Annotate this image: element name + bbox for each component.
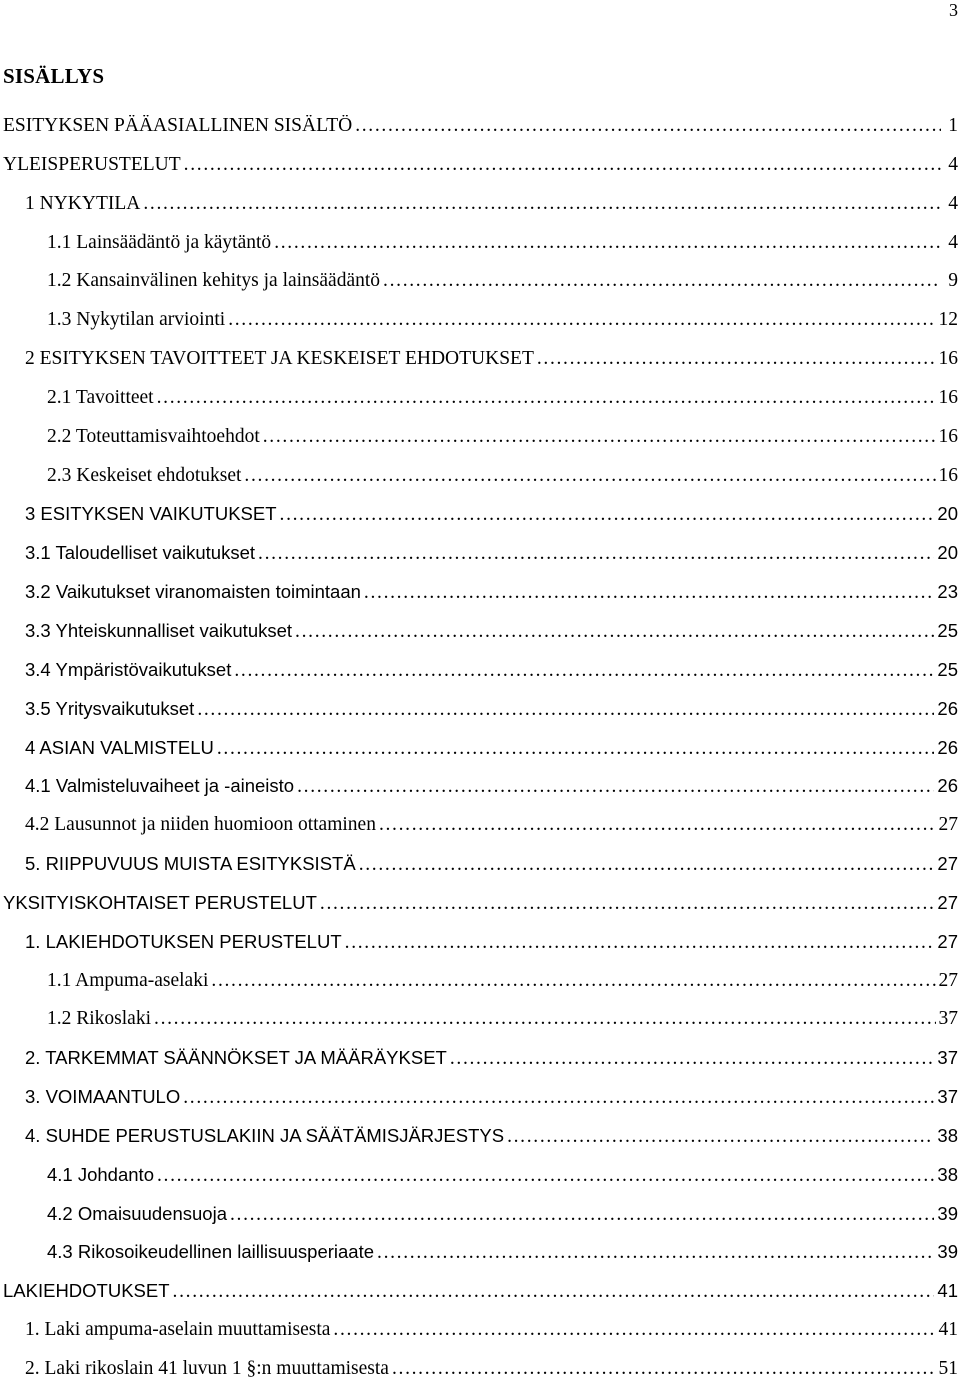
dot-leader <box>377 1242 934 1264</box>
toc-entry-page: 25 <box>937 658 958 680</box>
toc-entry-page: 25 <box>937 619 958 641</box>
toc-entry-page: 26 <box>937 775 958 797</box>
toc-entry[interactable] <box>0 1008 958 1047</box>
dot-leader <box>537 348 936 370</box>
toc-entry-title: 2.3 Keskeiset ehdotukset <box>47 464 242 486</box>
toc-entry-page: 37 <box>937 1086 958 1108</box>
toc-entry-page: 37 <box>937 1047 958 1069</box>
toc-entry-title: 4 ASIAN VALMISTELU <box>25 736 214 758</box>
dot-leader <box>234 660 934 682</box>
toc-entry[interactable] <box>0 1047 958 1086</box>
toc-entry-page: 26 <box>937 736 958 758</box>
dot-leader <box>211 970 935 992</box>
dot-leader <box>197 699 934 721</box>
dot-leader <box>258 543 934 565</box>
toc-entry[interactable] <box>0 1241 958 1280</box>
toc-entry-page: 38 <box>937 1163 958 1185</box>
dot-leader <box>320 893 935 915</box>
toc-entry-title: 4. SUHDE PERUSTUSLAKIIN JA SÄÄTÄMISJÄRJESTYS <box>25 1124 505 1146</box>
toc-entry-page: 51 <box>938 1358 958 1379</box>
toc-entry[interactable] <box>0 270 958 309</box>
toc-entry[interactable] <box>0 814 958 853</box>
toc-entry-page: 12 <box>938 309 958 331</box>
toc-entry-page: 16 <box>938 348 958 370</box>
dot-leader <box>157 1165 934 1187</box>
toc-entry-title: 1.1 Lainsäädäntö ja käytäntö <box>47 231 272 253</box>
toc-entry-title: 2. TARKEMMAT SÄÄNNÖKSET JA MÄÄRÄYKSET <box>25 1047 447 1069</box>
dot-leader <box>450 1048 935 1070</box>
toc-entry-page: 20 <box>937 503 958 525</box>
toc-entry-title: YKSITYISKOHTAISET PERUSTELUT <box>3 891 317 913</box>
toc-entry-title: ESITYKSEN PÄÄASIALLINEN SISÄLTÖ <box>3 115 353 136</box>
toc-entry-page: 27 <box>937 891 958 913</box>
table-of-contents <box>0 115 958 1397</box>
dot-leader <box>345 932 935 954</box>
toc-entry-title: 1.2 Kansainvälinen kehitys ja lainsäädäntö <box>47 270 381 292</box>
toc-entry-title: 2.2 Toteuttamisvaihtoehdot <box>47 425 260 447</box>
toc-entry-page: 16 <box>938 464 958 486</box>
toc-entry-page: 26 <box>937 697 958 719</box>
toc-entry-page: 4 <box>948 231 958 253</box>
toc-entry-page: 16 <box>938 425 958 447</box>
toc-entry[interactable] <box>0 426 958 465</box>
toc-entry-title: 4.2 Lausunnot ja niiden huomioon ottaminen <box>25 814 376 836</box>
toc-entry-title: 4.1 Valmisteluvaiheet ja -aineisto <box>25 775 295 797</box>
toc-entry-page: 27 <box>938 969 958 991</box>
toc-entry-page: 20 <box>937 542 958 564</box>
toc-entry[interactable] <box>0 154 958 193</box>
toc-entry-title: LAKIEHDOTUKSET <box>3 1280 170 1302</box>
toc-entry-page: 37 <box>938 1008 958 1030</box>
toc-entry-title: 4.1 Johdanto <box>47 1163 154 1185</box>
toc-entry-page: 41 <box>938 1319 958 1341</box>
dot-leader <box>383 270 941 292</box>
toc-entry[interactable] <box>0 698 958 737</box>
toc-entry-page: 23 <box>937 581 958 603</box>
dot-leader <box>263 426 936 448</box>
toc-entry[interactable] <box>0 115 958 154</box>
toc-entry-title: 3.5 Yritysvaikutukset <box>25 697 195 719</box>
page-number: 3 <box>949 0 958 20</box>
toc-entry-page: 39 <box>937 1241 958 1263</box>
dot-leader <box>379 814 936 836</box>
toc-entry[interactable] <box>0 931 958 970</box>
toc-entry-page: 38 <box>937 1124 958 1146</box>
dot-leader <box>355 115 941 137</box>
toc-entry[interactable] <box>0 853 958 892</box>
toc-entry[interactable] <box>0 1086 958 1125</box>
toc-entry-title: YLEISPERUSTELUT <box>3 153 181 175</box>
dot-leader <box>507 1126 934 1148</box>
dot-leader <box>228 309 935 331</box>
toc-entry[interactable] <box>0 620 958 659</box>
toc-entry-title: 1. LAKIEHDOTUKSEN PERUSTELUT <box>25 930 342 952</box>
toc-entry-title: 4.2 Omaisuudensuoja <box>47 1202 227 1224</box>
toc-entry-page: 39 <box>937 1202 958 1224</box>
toc-entry[interactable] <box>0 1203 958 1242</box>
toc-entry-page: 1 <box>948 115 958 136</box>
dot-leader <box>157 387 936 409</box>
dot-leader <box>280 504 935 526</box>
toc-entry-page: 27 <box>937 930 958 952</box>
dot-leader <box>230 1204 934 1226</box>
toc-entry-title: 1.3 Nykytilan arviointi <box>47 309 226 331</box>
toc-entry-title: 1.2 Rikoslaki <box>47 1008 152 1030</box>
dot-leader <box>143 193 941 215</box>
toc-entry-page: 16 <box>938 386 958 408</box>
toc-entry-title: 3.3 Yhteiskunnalliset vaikutukset <box>25 619 293 641</box>
toc-entry[interactable] <box>0 465 958 504</box>
toc-entry-title: 3.4 Ympäristövaikutukset <box>25 658 232 680</box>
toc-entry-page: 4 <box>948 153 958 175</box>
dot-leader <box>359 854 935 876</box>
toc-entry-title: 1.1 Ampuma-aselaki <box>47 969 209 991</box>
toc-entry-page: 27 <box>937 853 958 875</box>
toc-entry[interactable] <box>0 503 958 542</box>
toc-entry[interactable] <box>0 775 958 814</box>
dot-leader <box>154 1008 935 1030</box>
toc-entry[interactable] <box>0 309 958 348</box>
toc-heading: SISÄLLYS <box>3 64 105 88</box>
toc-entry-title: 2. Laki rikoslain 41 luvun 1 §:n muuttamisesta <box>25 1358 389 1379</box>
dot-leader <box>244 465 935 487</box>
toc-entry[interactable] <box>0 232 958 271</box>
toc-entry[interactable] <box>0 542 958 581</box>
toc-entry[interactable] <box>0 970 958 1009</box>
toc-entry[interactable] <box>0 193 958 232</box>
toc-entry-title: 5. RIIPPUVUUS MUISTA ESITYKSISTÄ <box>25 853 356 875</box>
dot-leader <box>297 776 934 798</box>
toc-entry[interactable] <box>0 1319 958 1358</box>
dot-leader <box>274 232 941 254</box>
toc-entry[interactable] <box>0 348 958 387</box>
dot-leader <box>183 1087 934 1109</box>
toc-entry[interactable] <box>0 737 958 776</box>
toc-entry[interactable] <box>0 387 958 426</box>
toc-entry[interactable] <box>0 581 958 620</box>
toc-entry-page: 9 <box>948 270 958 292</box>
toc-entry-title: 3 ESITYKSEN VAIKUTUKSET <box>25 503 277 525</box>
toc-entry-title: 3. VOIMAANTULO <box>25 1086 181 1108</box>
toc-entry-title: 2 ESITYKSEN TAVOITTEET JA KESKEISET EHDOTUKSET <box>25 348 534 370</box>
toc-entry[interactable] <box>0 1280 958 1319</box>
toc-entry-title: 2.1 Tavoitteet <box>47 386 154 408</box>
toc-entry[interactable] <box>0 1164 958 1203</box>
toc-entry-title: 4.3 Rikosoikeudellinen laillisuusperiaate <box>47 1241 375 1263</box>
dot-leader <box>295 621 934 643</box>
toc-entry-title: 1 NYKYTILA <box>25 192 141 214</box>
dot-leader <box>333 1319 935 1341</box>
toc-entry-title: 1. Laki ampuma-aselain muuttamisesta <box>25 1319 331 1341</box>
dot-leader <box>392 1358 936 1380</box>
toc-entry-title: 3.2 Vaikutukset viranomaisten toimintaan <box>25 581 361 603</box>
toc-entry-title: 3.1 Taloudelliset vaikutukset <box>25 542 256 564</box>
toc-entry[interactable] <box>0 1358 958 1397</box>
toc-entry[interactable] <box>0 1125 958 1164</box>
toc-entry-page: 41 <box>937 1280 958 1302</box>
dot-leader <box>217 738 935 760</box>
dot-leader <box>173 1281 935 1303</box>
toc-entry-page: 27 <box>938 814 958 836</box>
dot-leader <box>184 154 941 176</box>
toc-entry-page: 4 <box>948 192 958 214</box>
toc-entry[interactable] <box>0 892 958 931</box>
dot-leader <box>364 582 935 604</box>
toc-entry[interactable] <box>0 659 958 698</box>
